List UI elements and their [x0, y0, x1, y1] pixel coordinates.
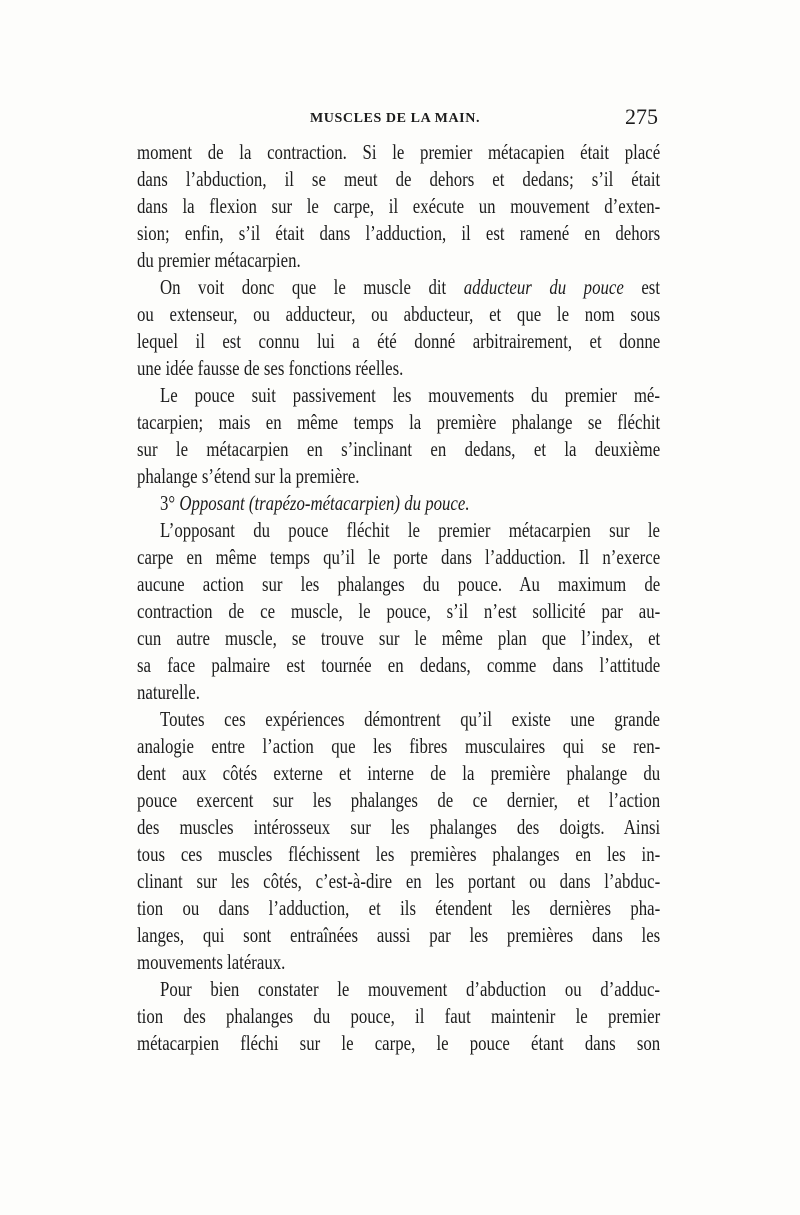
- text-line: lequel il est connu lui a été donné arbitrairement, et donne: [137, 329, 661, 353]
- text-line: métacarpien fléchi sur le carpe, le pouce étant dans son: [137, 1031, 661, 1055]
- text-line: dans la flexion sur le carpe, il exécute un mouvement d’exten-: [137, 194, 661, 218]
- text-line: des muscles intérosseux sur les phalanges des doigts. Ainsi: [137, 815, 661, 839]
- text-line: tacarpien; mais en même temps la première phalange se fléchit: [137, 410, 661, 434]
- text-line: carpe en même temps qu’il le porte dans l’adduction. Il n’exerce: [137, 545, 661, 569]
- text-line: tion ou dans l’adduction, et ils étendent les dernières pha-: [137, 896, 661, 920]
- text-line: sa face palmaire est tournée en dedans, comme dans l’attitude: [137, 653, 661, 677]
- text-line: tion des phalanges du pouce, il faut maintenir le premier: [137, 1004, 661, 1028]
- text-line: dent aux côtés externe et interne de la première phalange du: [137, 761, 661, 785]
- paragraph-start-line: [160, 274, 660, 301]
- text-line: mouvements latéraux.: [137, 950, 286, 974]
- text-line: une idée fausse de ses fonctions réelles.: [137, 356, 404, 380]
- text-line: clinant sur les côtés, c’est-à-dire en les portant ou dans l’abduc-: [137, 869, 661, 893]
- section-title: Opposant (trapézo-métacarpien) du pouce.: [179, 491, 470, 515]
- paragraph-start-line: Le pouce suit passivement les mouvements du premier mé-: [160, 383, 660, 407]
- text-line: langes, qui sont entraînées aussi par les premières dans les: [137, 923, 661, 947]
- text-line: sur le métacarpien en s’inclinant en dedans, et la deuxième: [137, 437, 661, 461]
- text-segment: On voit donc que le muscle dit: [160, 275, 464, 299]
- paragraph-start-line: Toutes ces expériences démontrent qu’il existe une grande: [160, 707, 660, 731]
- italic-term: adducteur du pouce: [463, 275, 624, 299]
- text-line: dans l’abduction, il se meut de dehors et dedans; s’il était: [137, 167, 661, 191]
- text-line: moment de la contraction. Si le premier métacapien était placé: [137, 140, 661, 164]
- text-line: ou extenseur, ou adducteur, ou abducteur, et que le nom sous: [137, 302, 661, 326]
- text-line: phalange s’étend sur la première.: [137, 464, 360, 488]
- text-line: du premier métacarpien.: [137, 248, 301, 272]
- page-number: 275: [625, 104, 658, 129]
- running-title: MUSCLES DE LA MAIN.: [309, 111, 481, 126]
- text-line: naturelle.: [137, 680, 200, 704]
- text-line: pouce exercent sur les phalanges de ce dernier, et l’action: [137, 788, 661, 812]
- text-segment: est: [623, 275, 660, 299]
- text-line: cun autre muscle, se trouve sur le même plan que l’index, et: [137, 626, 661, 650]
- section-heading: [160, 490, 660, 517]
- text-line: aucune action sur les phalanges du pouce. Au maximum de: [137, 572, 661, 596]
- section-number: 3°: [160, 491, 180, 515]
- paragraph-start-line: L’opposant du pouce fléchit le premier métacarpien sur le: [160, 518, 660, 542]
- paragraph-start-line: Pour bien constater le mouvement d’abduction ou d’adduc-: [160, 977, 660, 1001]
- text-line: analogie entre l’action que les fibres musculaires qui se ren-: [137, 734, 661, 758]
- text-line: sion; enfin, s’il était dans l’adduction, il est ramené en dehors: [137, 221, 661, 245]
- text-line: contraction de ce muscle, le pouce, s’il n’est sollicité par au-: [137, 599, 661, 623]
- text-line: tous ces muscles fléchissent les premières phalanges en les in-: [137, 842, 661, 866]
